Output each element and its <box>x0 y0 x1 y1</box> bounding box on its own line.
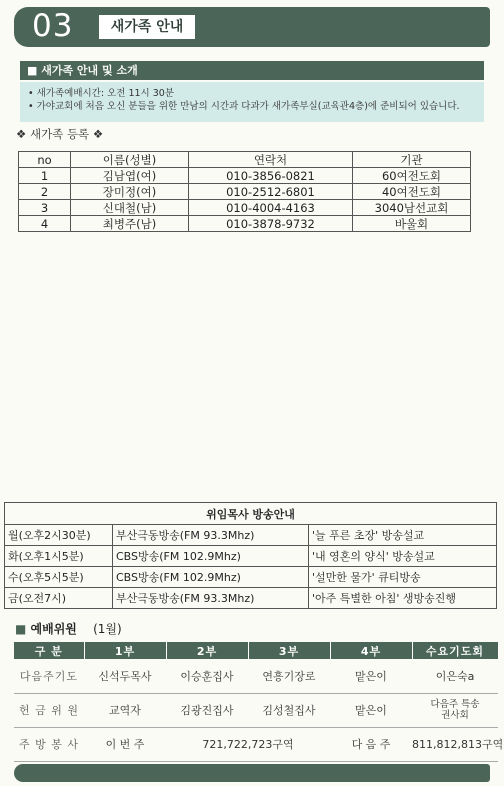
table-row <box>5 567 497 588</box>
cell-next-week-value: 811,812,813구역 <box>412 727 498 761</box>
cell-next-week-label: 다 음 주 <box>330 727 412 761</box>
cell-phone: 010-3856-0821 <box>189 168 353 184</box>
column-header: 2부 <box>166 642 248 659</box>
column-header: 구 분 <box>14 642 84 659</box>
cell-service-1: 교역자 <box>84 693 166 727</box>
cell-phone: 010-2512-6801 <box>189 184 353 200</box>
cell-program: '설만한 물가' 큐티방송 <box>309 567 497 588</box>
registration-title: ❖ 새가족 등록 ❖ <box>16 127 104 141</box>
cell-program: '늘 푸른 초장' 방송설교 <box>309 525 497 546</box>
cell-name: 최병주(남) <box>71 216 189 232</box>
cell-station: 부산극동방송(FM 93.3Mhz) <box>113 588 309 609</box>
registration-table <box>18 151 471 232</box>
cell-name: 장미정(여) <box>71 184 189 200</box>
cell-category: 헌 금 위 원 <box>14 693 84 727</box>
cell-name: 김남엽(여) <box>71 168 189 184</box>
column-header: 1부 <box>84 642 166 659</box>
cell-group: 3040남선교회 <box>353 200 471 216</box>
cell-program: '내 영혼의 양식' 방송설교 <box>309 546 497 567</box>
worship-month: (1월) <box>93 622 122 636</box>
column-header: 연락처 <box>189 152 353 168</box>
worship-heading: 예배위원 <box>30 622 77 636</box>
cell-program: '아주 특별한 아침' 생방송진행 <box>309 588 497 609</box>
section-number: 03 <box>32 8 74 44</box>
column-header: 이름(성별) <box>71 152 189 168</box>
table-row <box>5 525 497 546</box>
cell-no: 2 <box>19 184 71 200</box>
square-bullet-icon: ■ <box>15 622 27 636</box>
footer-bar <box>14 764 490 782</box>
column-header: 4부 <box>330 642 412 659</box>
section-header <box>14 7 490 47</box>
cell-phone: 010-3878-9732 <box>189 216 353 232</box>
column-header: 수요기도회 <box>412 642 498 659</box>
cell-service-2: 김광진집사 <box>166 693 248 727</box>
worship-table <box>14 642 504 762</box>
cell-name: 신대철(남) <box>71 200 189 216</box>
table-row <box>5 546 497 567</box>
cell-group: 60여전도회 <box>353 168 471 184</box>
cell-wednesday: 다음주 특송 권사회 <box>412 693 498 727</box>
table-row <box>19 200 471 216</box>
cell-time: 금(오전7시) <box>5 588 113 609</box>
notice-line-1: • 새가족예배시간: 오전 11시 30분 <box>28 88 175 99</box>
table-row <box>14 659 498 693</box>
broadcast-title: 위임목사 방송안내 <box>5 503 497 525</box>
cell-phone: 010-4004-4163 <box>189 200 353 216</box>
intro-heading: ■ 새가족 안내 및 소개 <box>20 61 484 80</box>
worship-title <box>15 620 122 637</box>
cell-this-week-label: 이 번 주 <box>84 727 166 761</box>
cell-service-2: 이승훈집사 <box>166 659 248 693</box>
cell-category: 주 방 봉 사 <box>14 727 84 761</box>
table-row <box>19 168 471 184</box>
cell-no: 1 <box>19 168 71 184</box>
cell-service-1: 신석두목사 <box>84 659 166 693</box>
table-row <box>14 727 498 761</box>
cell-service-3: 연흥기장로 <box>248 659 330 693</box>
cell-station: 부산극동방송(FM 93.3Mhz) <box>113 525 309 546</box>
cell-no: 4 <box>19 216 71 232</box>
cell-time: 화(오후1시5분) <box>5 546 113 567</box>
cell-time: 월(오후2시30분) <box>5 525 113 546</box>
cell-service-4: 맡은이 <box>330 659 412 693</box>
cell-this-week-value: 721,722,723구역 <box>166 727 330 761</box>
broadcast-title-row <box>5 503 497 525</box>
table-row <box>14 693 498 727</box>
table-row <box>5 588 497 609</box>
cell-service-3: 김성철집사 <box>248 693 330 727</box>
notice-line-2: • 가야교회에 처음 오신 분들을 위한 만남의 시간과 다과가 새가족부실(교육관4층)에 준비되어 있습니다. <box>28 101 460 112</box>
column-header: no <box>19 152 71 168</box>
cell-station: CBS방송(FM 102.9Mhz) <box>113 567 309 588</box>
table-header-row <box>19 152 471 168</box>
cell-wednesday: 이은숙a <box>412 659 498 693</box>
broadcast-table <box>4 502 497 609</box>
cell-category: 다음주기도 <box>14 659 84 693</box>
table-row <box>19 184 471 200</box>
column-header: 기관 <box>353 152 471 168</box>
cell-station: CBS방송(FM 102.9Mhz) <box>113 546 309 567</box>
cell-time: 수(오후5시5분) <box>5 567 113 588</box>
intro-notice <box>20 82 484 122</box>
cell-group: 40여전도회 <box>353 184 471 200</box>
column-header: 3부 <box>248 642 330 659</box>
table-row <box>19 216 471 232</box>
cell-service-4: 맡은이 <box>330 693 412 727</box>
cell-no: 3 <box>19 200 71 216</box>
section-title: 새가족 안내 <box>99 15 195 39</box>
cell-group: 바울회 <box>353 216 471 232</box>
worship-header-row <box>14 642 498 659</box>
